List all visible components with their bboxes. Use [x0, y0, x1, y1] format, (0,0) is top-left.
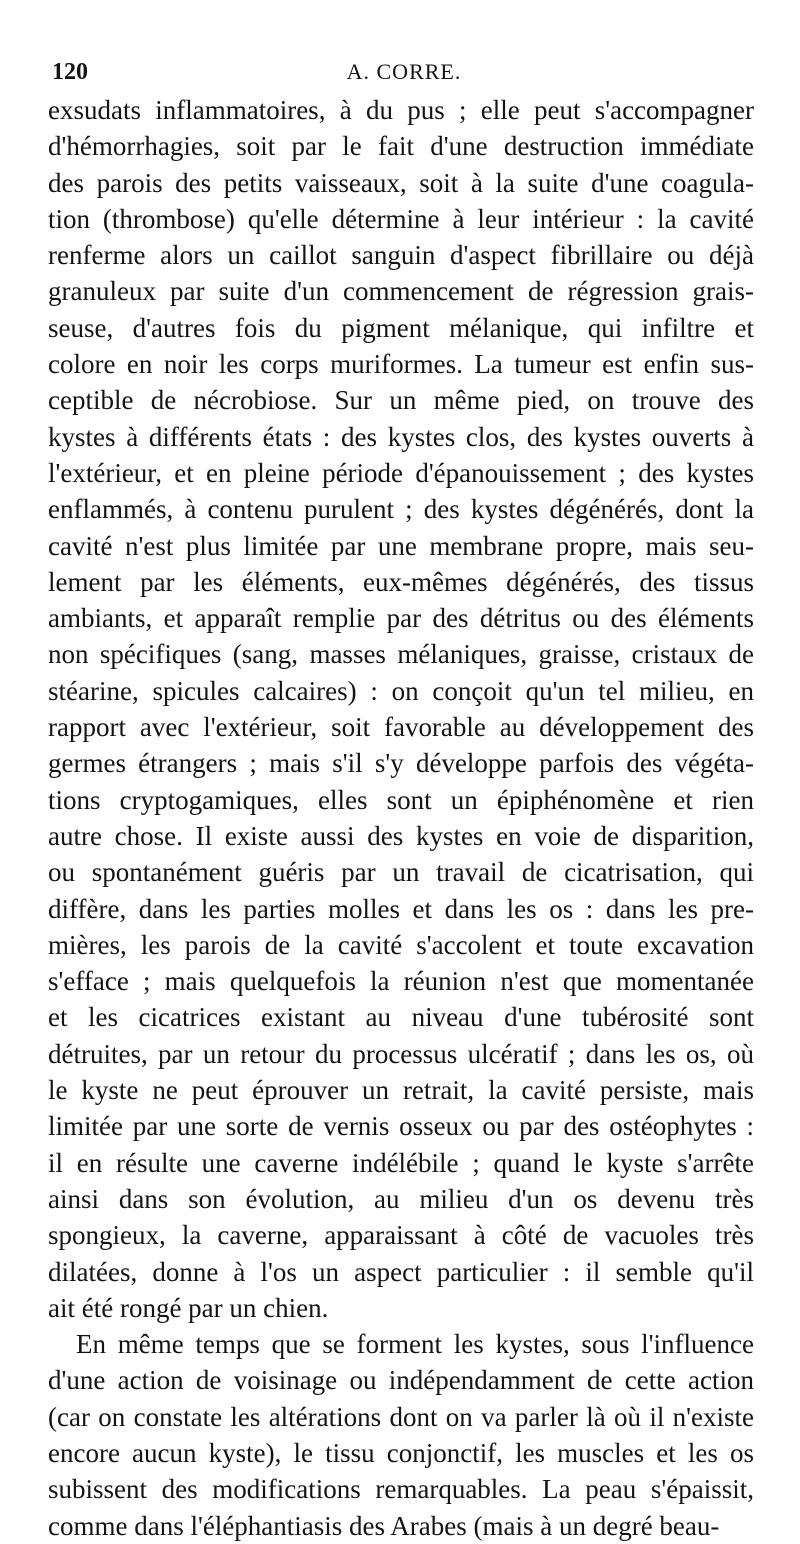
- text-line: ainsi dans son évolution, au milieu d'un os devenu très: [48, 1183, 754, 1214]
- text-line: lement par les éléments, eux-mêmes dégénérés, des tissus: [48, 566, 754, 597]
- text-line: stéarine, spicules calcaires) : on conçoit qu'un tel milieu, en: [48, 675, 754, 706]
- text-line: autre chose. Il existe aussi des kystes en voie de disparition,: [48, 820, 754, 851]
- text-line: (car on constate les altérations dont on va parler là où il n'existe: [48, 1401, 754, 1432]
- text-line: En même temps que se forment les kystes, sous l'influence: [76, 1329, 754, 1360]
- text-line: et les cicatrices existant au niveau d'une tubérosité sont: [48, 1002, 754, 1033]
- text-line: subissent des modifications remarquables. La peau s'épaissit,: [48, 1474, 754, 1505]
- page-header: [52, 56, 756, 88]
- text-line: non spécifiques (sang, masses mélaniques, graisse, cristaux de: [48, 639, 754, 670]
- text-line: granuleux par suite d'un commencement de régression grais-: [48, 276, 754, 307]
- text-line: tion (thrombose) qu'elle détermine à leur intérieur : la cavité: [48, 203, 754, 234]
- text-line: kystes à différents états : des kystes clos, des kystes ouverts à: [48, 421, 754, 452]
- text-line: spongieux, la caverne, apparaissant à côté de vacuoles très: [48, 1220, 754, 1251]
- text-line: ou spontanément guéris par un travail de cicatrisation, qui: [48, 857, 754, 888]
- text-line: germes étrangers ; mais s'il s'y développe parfois des végéta-: [48, 748, 754, 779]
- text-line: tions cryptogamiques, elles sont un épiphénomène et rien: [48, 784, 754, 815]
- text-line: l'extérieur, et en pleine période d'épanouissement ; des kystes: [48, 457, 754, 488]
- text-line: mières, les parois de la cavité s'accolent et toute excavation: [48, 929, 754, 960]
- text-line: exsudats inflammatoires, à du pus ; elle peut s'accompagner: [48, 95, 754, 125]
- text-line: seuse, d'autres fois du pigment mélanique, qui infiltre et: [48, 312, 754, 343]
- text-line: des parois des petits vaisseaux, soit à la suite d'une coagula-: [48, 167, 754, 198]
- page-number: 120: [52, 59, 88, 85]
- text-line: d'une action de voisinage ou indépendamment de cette action: [48, 1365, 754, 1396]
- text-line: ait été rongé par un chien.: [48, 1292, 329, 1323]
- text-line: dilatées, donne à l'os un aspect particulier : il semble qu'il: [48, 1256, 754, 1287]
- text-line: diffère, dans les parties molles et dans les os : dans les pre-: [48, 893, 754, 924]
- text-line: renferme alors un caillot sanguin d'aspect fibrillaire ou déjà: [48, 240, 754, 271]
- text-line: s'efface ; mais quelquefois la réunion n'est que momentanée: [48, 966, 754, 997]
- text-line: enflammés, à contenu purulent ; des kystes dégénérés, dont la: [48, 494, 754, 525]
- body-text: [48, 92, 754, 1544]
- text-line: rapport avec l'extérieur, soit favorable au développement des: [48, 712, 754, 743]
- text-line: ceptible de nécrobiose. Sur un même pied, on trouve des: [48, 385, 754, 416]
- text-line: limitée par une sorte de vernis osseux ou par des ostéophytes :: [48, 1111, 754, 1142]
- text-line: comme dans l'éléphantiasis des Arabes (mais à un degré beau-: [48, 1510, 720, 1541]
- running-head: A. CORRE.: [346, 59, 462, 84]
- text-line: colore en noir les corps muriformes. La tumeur est enfin sus-: [48, 349, 754, 380]
- text-line: cavité n'est plus limitée par une membrane propre, mais seu-: [48, 530, 754, 561]
- text-line: détruites, par un retour du processus ulcératif ; dans les os, où: [48, 1038, 754, 1069]
- text-line: le kyste ne peut éprouver un retrait, la cavité persiste, mais: [48, 1075, 754, 1106]
- text-line: il en résulte une caverne indélébile ; quand le kyste s'arrête: [48, 1147, 754, 1178]
- text-line: d'hémorrhagies, soit par le fait d'une destruction immédiate: [48, 131, 754, 162]
- text-line: encore aucun kyste), le tissu conjonctif, les muscles et les os: [48, 1437, 754, 1468]
- text-line: ambiants, et apparaît remplie par des détritus ou des éléments: [48, 603, 754, 634]
